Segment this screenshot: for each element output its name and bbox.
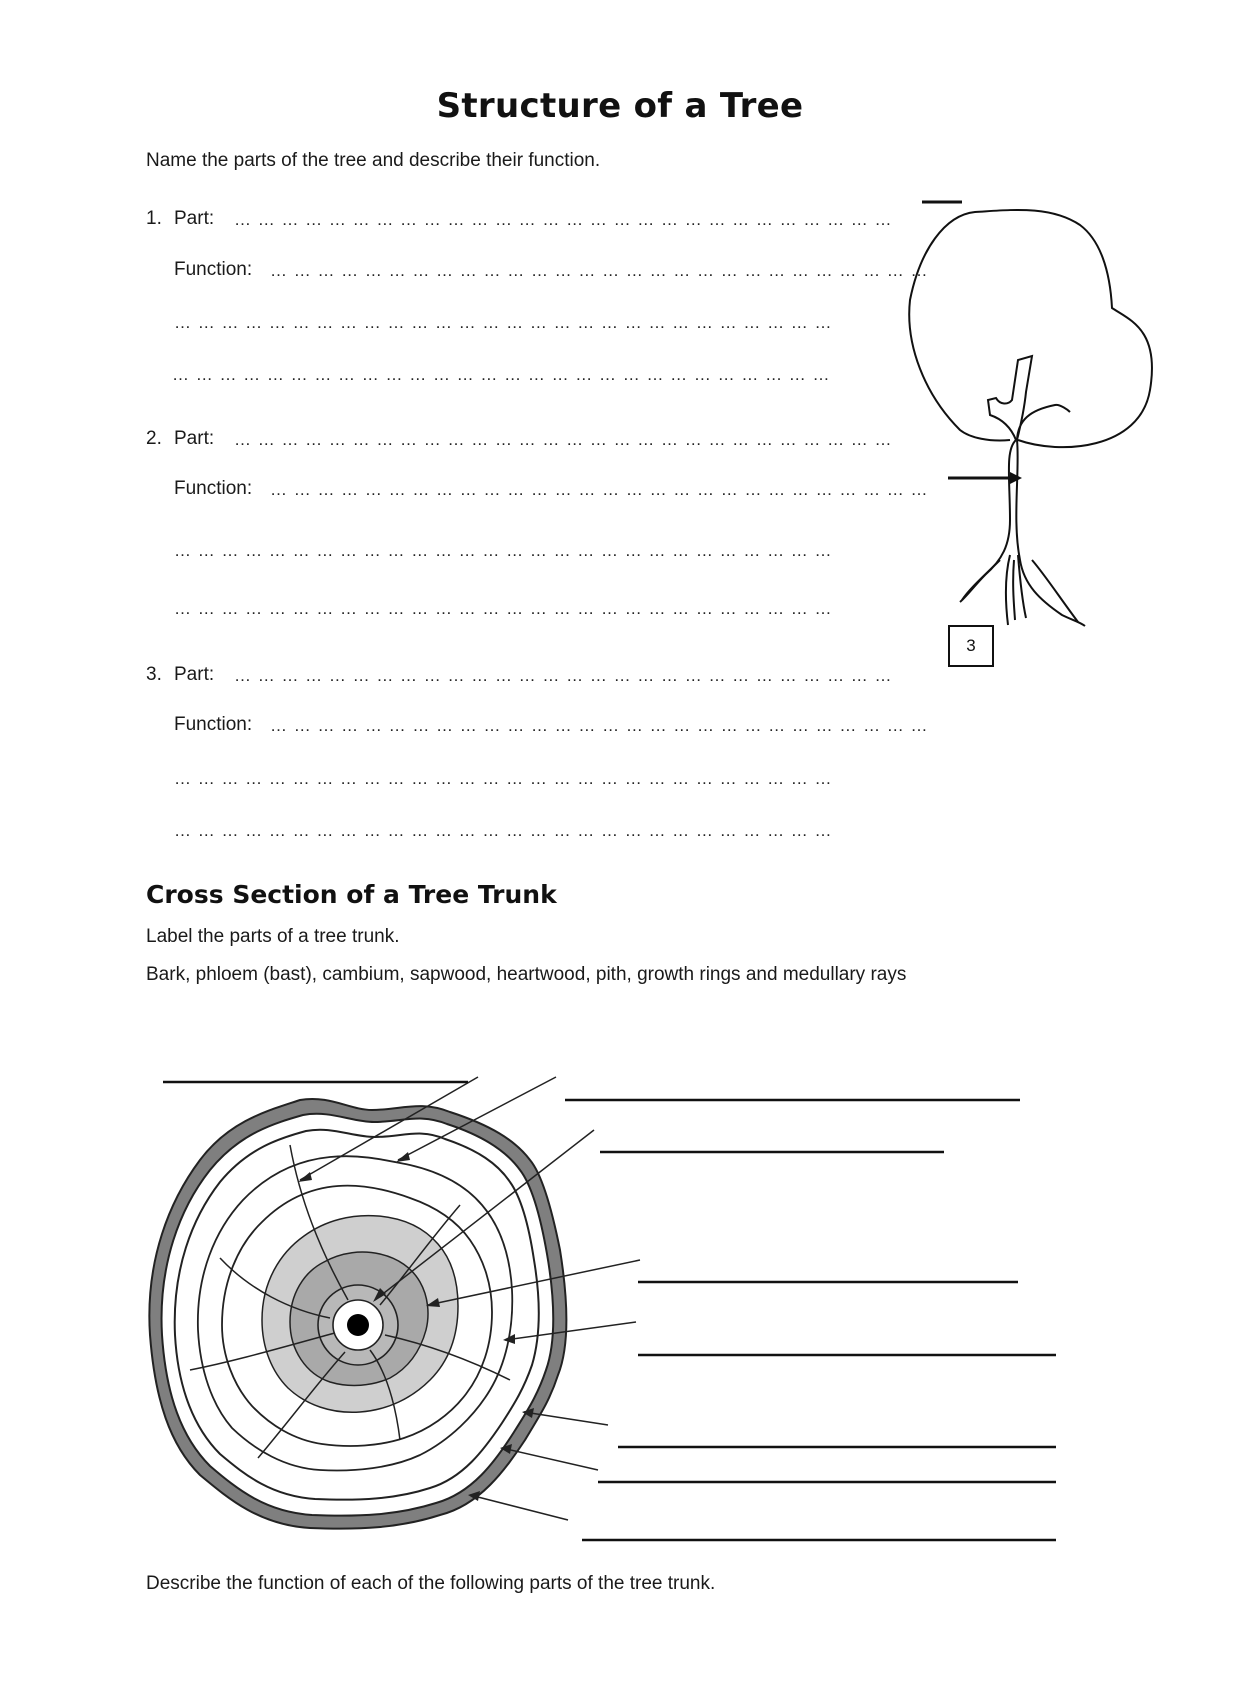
q3-part-answer-line[interactable]: … … … … … … … … … … … … … … … … … … … … … … … … … … … … xyxy=(234,666,893,685)
q2-number: 2. xyxy=(146,428,162,449)
q1-answer-line-2[interactable]: … … … … … … … … … … … … … … … … … … … … … … … … … … … … xyxy=(174,313,833,332)
q2-function-answer-line[interactable]: … … … … … … … … … … … … … … … … … … … … … … … … … … … … xyxy=(270,480,929,499)
q2-part-label: Part: xyxy=(174,428,215,449)
q1-function-answer-line[interactable]: … … … … … … … … … … … … … … … … … … … … … … … … … … … … xyxy=(270,261,929,280)
q2-part-answer-line[interactable]: … … … … … … … … … … … … … … … … … … … … … … … … … … … … xyxy=(234,430,893,449)
q3-part-label: Part: xyxy=(174,664,215,685)
q1-number: 1. xyxy=(146,208,162,229)
word-bank: Bark, phloem (bast), cambium, sapwood, heartwood, pith, growth rings and medullary rays xyxy=(146,964,907,985)
q1-function-label: Function: xyxy=(174,259,253,280)
section2-heading: Cross Section of a Tree Trunk xyxy=(146,880,557,909)
q2-answer-line-2[interactable]: … … … … … … … … … … … … … … … … … … … … … … … … … … … … xyxy=(174,541,833,560)
q2-function-label: Function: xyxy=(174,478,253,499)
q3-answer-line-3[interactable]: … … … … … … … … … … … … … … … … … … … … … … … … … … … … xyxy=(174,821,833,840)
tree-label-box-3[interactable]: 3 xyxy=(948,625,994,667)
q1-answer-line-3[interactable]: … … … … … … … … … … … … … … … … … … … … … … … … … … … … xyxy=(172,365,831,384)
q1-part-answer-line[interactable]: … … … … … … … … … … … … … … … … … … … … … … … … … … … … xyxy=(234,210,893,229)
q2-answer-line-3[interactable]: … … … … … … … … … … … … … … … … … … … … … … … … … … … … xyxy=(174,599,833,618)
pith-center xyxy=(347,1314,369,1336)
describe-prompt: Describe the function of each of the following parts of the tree trunk. xyxy=(146,1573,716,1594)
q3-function-answer-line[interactable]: … … … … … … … … … … … … … … … … … … … … … … … … … … … … xyxy=(270,716,929,735)
section2-instruction: Label the parts of a tree trunk. xyxy=(146,926,400,947)
q3-answer-line-2[interactable]: … … … … … … … … … … … … … … … … … … … … … … … … … … … … xyxy=(174,769,833,788)
q3-number: 3. xyxy=(146,664,162,685)
q3-function-label: Function: xyxy=(174,714,253,735)
page-title: Structure of a Tree xyxy=(436,86,804,126)
q1-part-label: Part: xyxy=(174,208,215,229)
intro-text: Name the parts of the tree and describe their function. xyxy=(146,150,601,171)
